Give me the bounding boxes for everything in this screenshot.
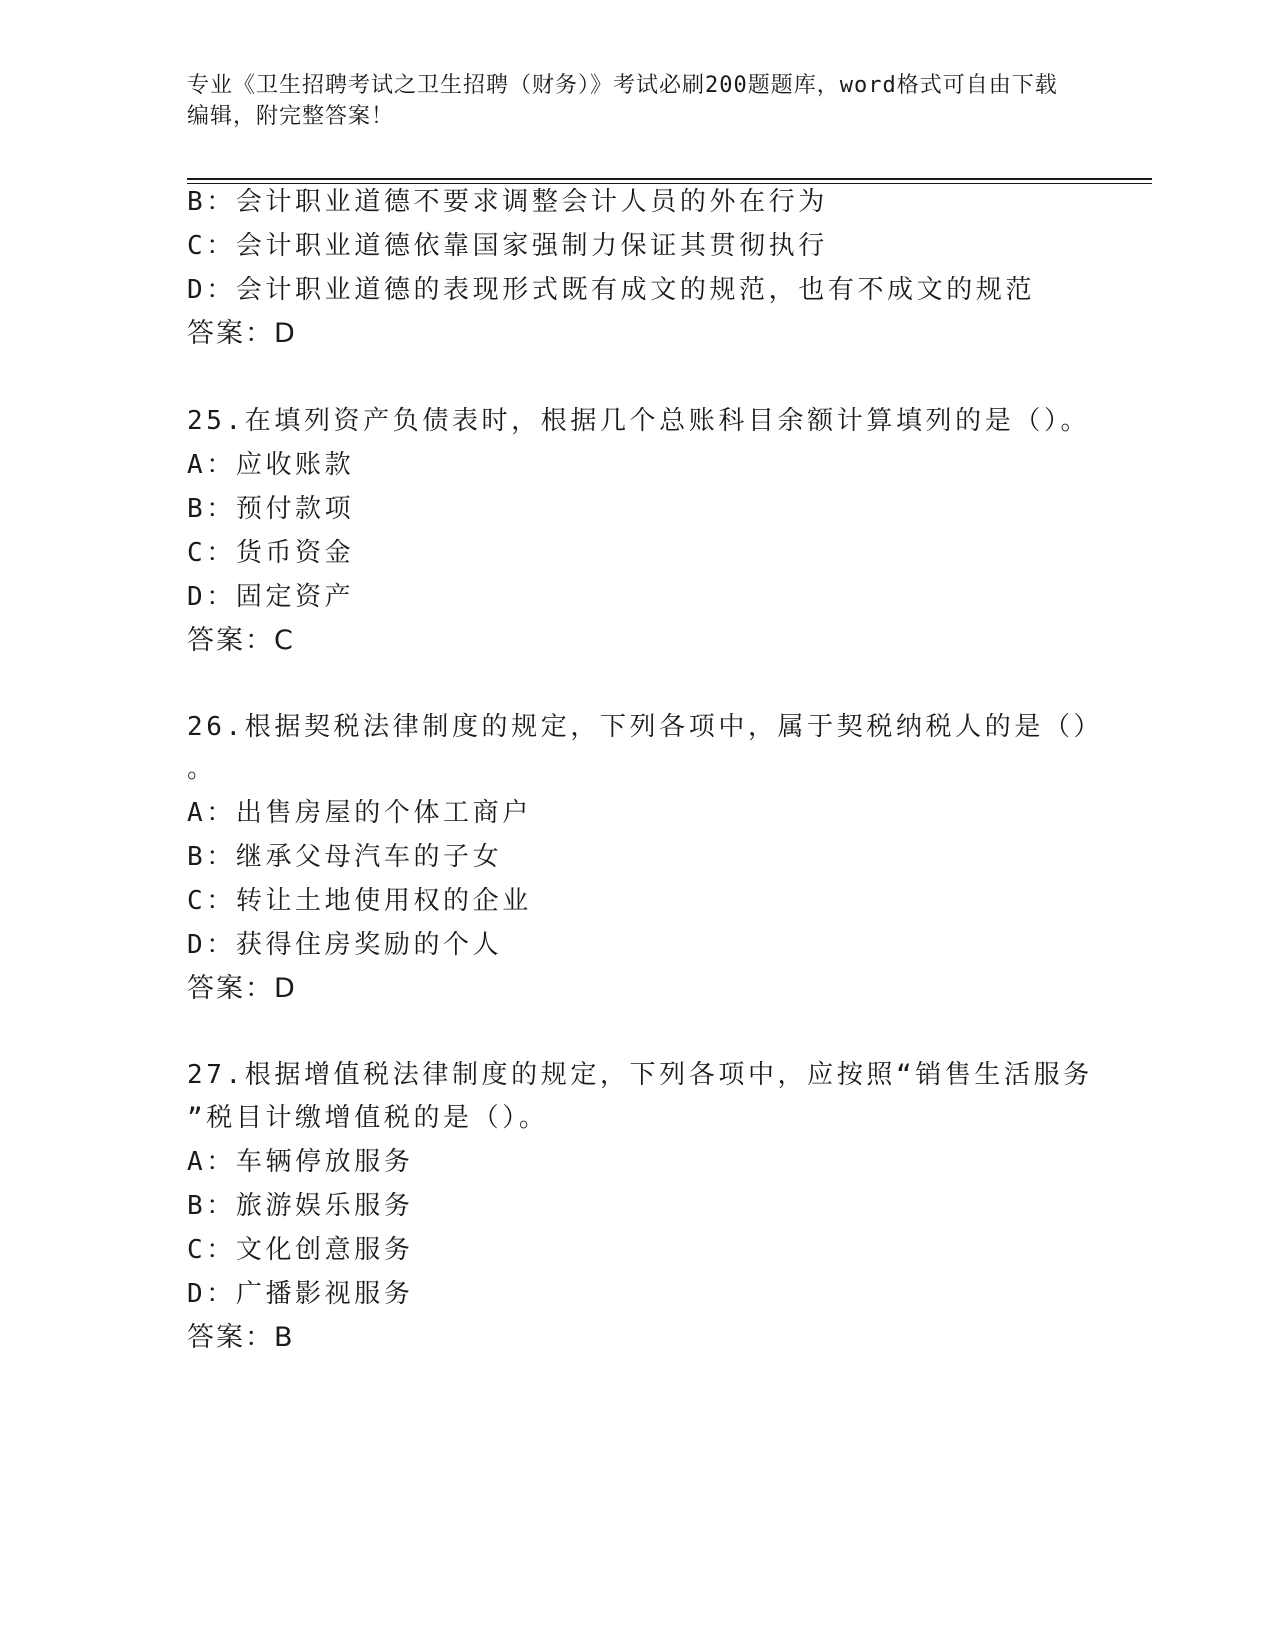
option-c: C：文化创意服务 xyxy=(187,1235,414,1265)
option-d: D：固定资产 xyxy=(187,582,355,612)
option-d: D：广播影视服务 xyxy=(187,1279,414,1309)
answer-line xyxy=(187,973,295,1005)
answer-line xyxy=(187,1322,293,1354)
answer-label: 答案： xyxy=(187,625,274,656)
answer-label: 答案： xyxy=(187,1322,274,1353)
option-c: C：转让土地使用权的企业 xyxy=(187,886,532,916)
question-stem: 26.根据契税法律制度的规定，下列各项中，属于契税纳税人的是（） xyxy=(187,712,1104,742)
header-divider xyxy=(187,178,1152,180)
answer-value: D xyxy=(274,973,295,1004)
option-a: A：车辆停放服务 xyxy=(187,1147,414,1177)
answer-value: C xyxy=(274,625,293,656)
question-stem: 25.在填列资产负债表时，根据几个总账科目余额计算填列的是（）。 xyxy=(187,406,1091,436)
answer-line xyxy=(187,318,295,350)
option-b: B：会计职业道德不要求调整会计人员的外在行为 xyxy=(187,187,828,217)
option-b: B：继承父母汽车的子女 xyxy=(187,842,503,872)
answer-line xyxy=(187,625,293,657)
answer-value: D xyxy=(274,318,295,349)
question-stem: 27.根据增值税法律制度的规定，下列各项中，应按照“销售生活服务 xyxy=(187,1060,1093,1090)
answer-label: 答案： xyxy=(187,973,274,1004)
option-b: B：旅游娱乐服务 xyxy=(187,1191,414,1221)
option-b: B：预付款项 xyxy=(187,494,355,524)
question-stem-continuation: ”税目计缴增值税的是（）。 xyxy=(187,1103,549,1133)
question-stem-continuation: 。 xyxy=(187,754,217,784)
option-c: C：会计职业道德依靠国家强制力保证其贯彻执行 xyxy=(187,231,828,261)
answer-label: 答案： xyxy=(187,318,274,349)
option-a: A：应收账款 xyxy=(187,450,355,480)
answer-value: B xyxy=(274,1322,293,1353)
option-d: D：会计职业道德的表现形式既有成文的规范，也有不成文的规范 xyxy=(187,275,1036,305)
header-divider-secondary xyxy=(187,183,1152,184)
option-d: D：获得住房奖励的个人 xyxy=(187,930,503,960)
option-a: A：出售房屋的个体工商户 xyxy=(187,798,532,828)
option-c: C：货币资金 xyxy=(187,538,355,568)
document-header: 专业《卫生招聘考试之卫生招聘（财务）》考试必刷200题题库，word格式可自由下载编辑，附完整答案！ xyxy=(187,73,1058,129)
